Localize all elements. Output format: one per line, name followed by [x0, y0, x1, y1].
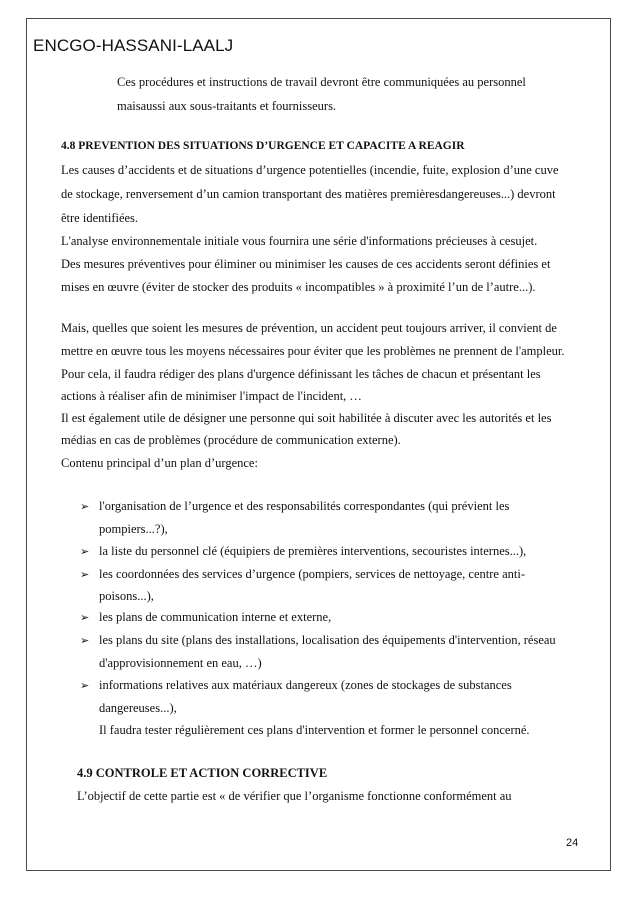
page-header-title: ENCGO-HASSANI-LAALJ [33, 36, 234, 55]
paragraph-line: médias en cas de problèmes (procédure de communication externe). [61, 433, 401, 447]
paragraph-line: Mais, quelles que soient les mesures de prévention, un accident peut toujours arriver, il convient de [61, 321, 557, 335]
bullet-line: informations relatives aux matériaux dangereux (zones de stockages de substances [99, 678, 512, 692]
paragraph-line: Contenu principal d’un plan d’urgence: [61, 456, 258, 470]
section-title: PREVENTION DES SITUATIONS D’URGENCE ET CAPACITE A REAGIR [78, 140, 465, 152]
paragraph-line: mettre en œuvre tous les moyens nécessaires pour éviter que les problèmes ne prennent de l'ampleur. [61, 344, 565, 358]
bullet-line: la liste du personnel clé (équipiers de premières interventions, secouristes internes...), [99, 544, 527, 558]
arrow-bullet-icon: ➢ [80, 611, 90, 624]
paragraph-line: actions à réaliser afin de minimiser l'impact de l'incident, … [61, 389, 362, 403]
paragraph-line: Il est également utile de désigner une personne qui soit habilitée à discuter avec les autorités et les [61, 411, 552, 425]
paragraph-line: Des mesures préventives pour éliminer ou minimiser les causes de ces accidents seront définies et [61, 257, 551, 271]
bullet-line: l'organisation de l’urgence et des responsabilités correspondantes (qui prévient les [99, 499, 510, 513]
arrow-bullet-icon: ➢ [80, 679, 90, 692]
arrow-bullet-icon: ➢ [80, 500, 90, 513]
paragraph-line: mises en œuvre (éviter de stocker des produits « incompatibles » à proximité l’un de l’autre...). [61, 280, 536, 294]
bullet-line: dangereuses...), [99, 701, 177, 715]
intro-line: maisaussi aux sous-traitants et fournisseurs. [117, 99, 337, 113]
section-number: 4.9 [77, 766, 93, 780]
section-title: CONTROLE ET ACTION CORRECTIVE [95, 766, 328, 780]
arrow-bullet-icon: ➢ [80, 634, 90, 647]
section-number: 4.8 [61, 140, 76, 152]
intro-line: Ces procédures et instructions de travail devront être communiquées au personnel [117, 75, 526, 89]
page-number: 24 [566, 837, 579, 849]
bullet-line: pompiers...?), [99, 522, 168, 536]
bullet-line: d'approvisionnement en eau, …) [99, 656, 262, 670]
bullet-line: les coordonnées des services d’urgence (pompiers, services de nettoyage, centre anti- [99, 567, 525, 581]
paragraph-line: L'analyse environnementale initiale vous fournira une série d'informations précieuses à cesujet. [61, 234, 538, 248]
paragraph-line: Pour cela, il faudra rédiger des plans d'urgence définissant les tâches de chacun et présentant les [61, 367, 541, 381]
paragraph-line: L’objectif de cette partie est « de vérifier que l’organisme fonctionne conformément au [77, 789, 512, 803]
paragraph-line: Les causes d’accidents et de situations d’urgence potentielles (incendie, fuite, explosion d’une cuve [61, 163, 559, 177]
paragraph-line: de stockage, renversement d’un camion transportant des matières premièresdangereuses...) devront [61, 187, 556, 201]
bullet-line: poisons...), [99, 589, 154, 603]
bullet-line: les plans de communication interne et externe, [99, 610, 332, 624]
section-heading-4-8 [61, 139, 465, 153]
bullet-line: les plans du site (plans des installations, localisation des équipements d'intervention, réseau [99, 633, 556, 647]
section-heading-4-9 [77, 766, 327, 780]
paragraph-line: être identifiées. [61, 211, 139, 225]
bullet-line: Il faudra tester régulièrement ces plans d'intervention et former le personnel concerné. [99, 723, 530, 737]
arrow-bullet-icon: ➢ [80, 568, 90, 581]
arrow-bullet-icon: ➢ [80, 545, 90, 558]
